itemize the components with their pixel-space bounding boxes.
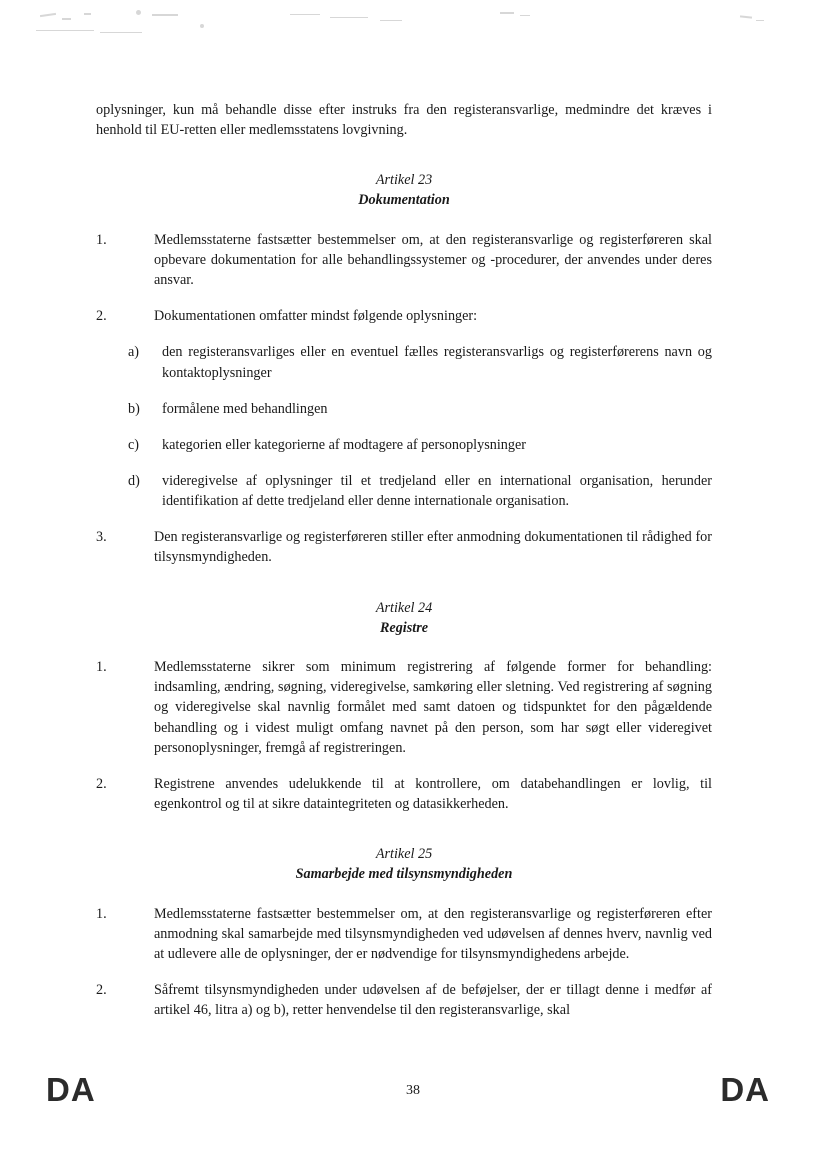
item-text: Den registeransvarlige og registerføreren stiller efter anmodning dokumentationen til rådighed for tilsynsmyndigheden. bbox=[154, 529, 712, 566]
list-item bbox=[96, 342, 712, 382]
article-number: Artikel 23 bbox=[375, 172, 433, 189]
article-title: Samarbejde med tilsynsmyndigheden bbox=[295, 866, 513, 883]
article-number: Artikel 24 bbox=[375, 599, 433, 616]
item-text: kategorien eller kategorierne af modtagere af personoplysninger bbox=[162, 436, 526, 453]
page-footer bbox=[0, 1071, 826, 1111]
list-item bbox=[96, 980, 712, 1020]
item-text: den registeransvarliges eller en eventuel fælles registeransvarligs og registerførerens navn og kontaktoplysninger bbox=[162, 344, 712, 381]
item-letter: c) bbox=[128, 436, 140, 453]
list-item bbox=[96, 306, 712, 326]
item-number: 1. bbox=[96, 905, 107, 922]
article-title: Registre bbox=[379, 619, 429, 636]
list-item bbox=[96, 904, 712, 964]
article-heading-23 bbox=[96, 170, 712, 211]
item-letter: b) bbox=[128, 400, 140, 417]
page-number: 38 bbox=[406, 1083, 420, 1098]
language-mark-left: DA bbox=[46, 1071, 96, 1108]
item-number: 2. bbox=[96, 775, 107, 792]
list-item bbox=[96, 657, 712, 758]
article-number: Artikel 25 bbox=[375, 846, 433, 863]
item-text: Dokumentationen omfatter mindst følgende oplysninger: bbox=[154, 308, 478, 325]
article-title: Dokumentation bbox=[358, 192, 450, 209]
item-number: 1. bbox=[96, 659, 107, 676]
item-text: Medlemsstaterne fastsætter bestemmelser om, at den registeransvarlige og registerføreren efter anmodning skal samarbejde med tilsynsmyndigheden ved udøvelsen af dennes hverv, navnlig ved at udlevere alle de oplysninger, der er nødvendige for tilsynsmyndighedens arbejde. bbox=[154, 905, 712, 962]
article-heading-25 bbox=[96, 844, 712, 885]
scan-artifacts bbox=[0, 0, 826, 48]
item-text: Registrene anvendes udelukkende til at kontrollere, om databehandlingen er lovlig, til egenkontrol og til at sikre dataintegriteten og datasikkerheden. bbox=[154, 775, 712, 813]
item-letter: a) bbox=[128, 344, 140, 361]
item-text: videregivelse af oplysninger til et tredjeland eller en international organisation, herunder identifikation af dette tredjeland eller denne internationale organisation. bbox=[162, 473, 712, 510]
item-text: Såfremt tilsynsmyndigheden under udøvelsen af de beføjelser, der er tillagt denne i medfør af artikel 46, litra a) og b), retter henvendelse til den registeransvarlige, skal bbox=[154, 982, 712, 1019]
item-number: 2. bbox=[96, 982, 107, 999]
list-item bbox=[96, 399, 712, 419]
item-text: Medlemsstaterne sikrer som minimum registrering af følgende former for behandling: indsamling, ændring, søgning, videregivelse, samkøring eller sletning. Ved registrering af søgning og videregivelse skal navnlig formålet med samt datoen og tidspunktet for den pågældende behandling og i videst muligt omfang navnet på den person, som har søgt eller videregivet personoplysninger, fremgå af registreringen. bbox=[154, 659, 712, 756]
list-item bbox=[96, 527, 712, 567]
item-text: Medlemsstaterne fastsætter bestemmelser om, at den registeransvarlige og registerføreren skal opbevare dokumentation for alle behandlingssystemer og -procedurer, der anvendes under deres ansvar. bbox=[154, 231, 712, 289]
list-item bbox=[96, 435, 712, 455]
list-item bbox=[96, 230, 712, 290]
item-number: 1. bbox=[96, 231, 107, 248]
list-item bbox=[96, 774, 712, 814]
item-number: 3. bbox=[96, 529, 107, 546]
item-number: 2. bbox=[96, 308, 107, 325]
sub-list bbox=[96, 342, 712, 511]
item-text: formålene med behandlingen bbox=[162, 400, 328, 417]
language-mark-right: DA bbox=[720, 1071, 770, 1108]
list-item bbox=[96, 471, 712, 511]
document-body bbox=[96, 100, 712, 1036]
lead-paragraph: oplysninger, kun må behandle disse efter instruks fra den registeransvarlige, medmindre det kræves i henhold til EU-retten eller medlemsstatens lovgivning. bbox=[96, 102, 712, 139]
item-letter: d) bbox=[128, 473, 140, 490]
article-heading-24 bbox=[96, 598, 712, 639]
